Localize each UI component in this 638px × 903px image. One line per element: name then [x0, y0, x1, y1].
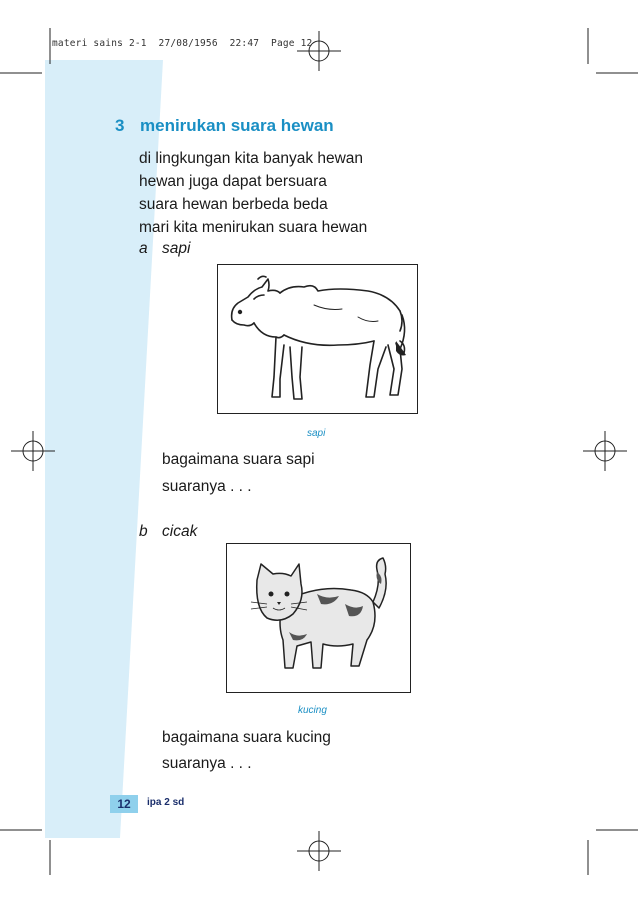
intro-line: mari kita menirukan suara hewan	[139, 219, 368, 236]
intro-line: suara hewan berbeda beda	[139, 196, 328, 213]
cow-illustration	[217, 264, 418, 414]
page-number: 12	[110, 795, 138, 813]
registration-mark-left	[11, 431, 55, 471]
cow-icon	[218, 265, 417, 413]
image-caption: sapi	[307, 428, 326, 439]
section-title: menirukan suara hewan	[140, 116, 334, 135]
cat-illustration	[226, 543, 411, 693]
item-name: sapi	[162, 240, 191, 257]
running-title: ipa 2 sd	[147, 797, 185, 808]
section-number: 3	[115, 116, 125, 135]
intro-line: di lingkungan kita banyak hewan	[139, 150, 364, 167]
answer-prompt: suaranya . . .	[162, 755, 252, 772]
print-slug: materi sains 2-1 27/08/1956 22:47 Page 12	[52, 38, 313, 49]
intro-paragraph	[139, 147, 439, 239]
image-caption: kucing	[298, 705, 327, 716]
question: bagaimana suara kucing	[162, 729, 331, 746]
item-letter: a	[139, 240, 148, 257]
answer-prompt: suaranya . . .	[162, 478, 252, 495]
registration-mark-bottom	[297, 831, 341, 871]
question: bagaimana suara sapi	[162, 451, 315, 468]
intro-line: hewan juga dapat bersuara	[139, 173, 327, 190]
cat-icon	[227, 544, 410, 692]
item-name: cicak	[162, 523, 198, 540]
registration-mark-top	[297, 31, 341, 71]
registration-mark-right	[583, 431, 627, 471]
item-letter: b	[139, 523, 148, 540]
